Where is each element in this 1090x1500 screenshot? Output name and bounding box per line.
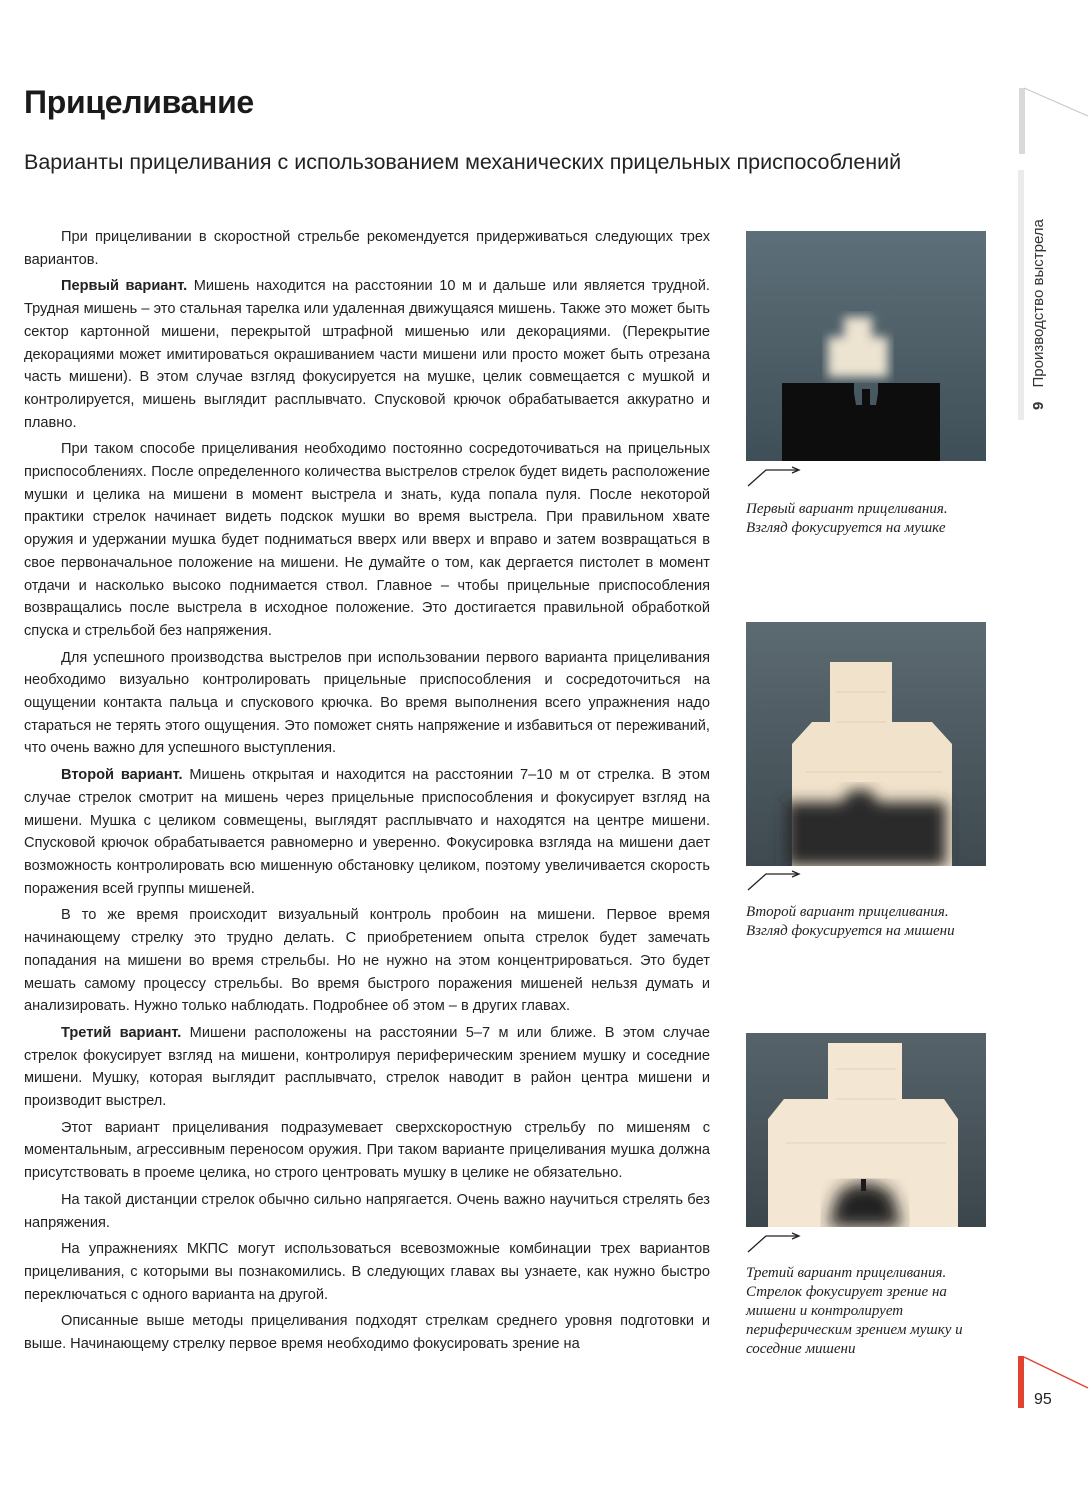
paragraph: Для успешного производства выстрелов при использовании первого варианта прицеливания необходимо визуально контролировать прицельные приспособления и сосредоточиться на ощущении контакта пальца и спускового крючка. Во время выполнения всего упражнения надо стараться не терять этого ощущения. Это поможет снять напряжение и избавиться от переживаний, что очень важно для успешного выступления. bbox=[24, 649, 710, 757]
paragraph: В то же время происходит визуальный контроль пробоин на мишени. Первое время начинающему стрелку это трудно делать. С приобретением опыта стрелок будет замечать попадания на мишени во время стрельбы. Но не нужно на этом концентрироваться. Это будет мешать самому процессу стрельбы. Во время быстрого поражения мишеней нельзя думать и анализировать. Нужно только наблюдать. Подробнее об этом – в других главах. bbox=[24, 907, 710, 1015]
bottom-corner-decoration bbox=[1016, 1354, 1090, 1410]
paragraph: При таком способе прицеливания необходимо постоянно сосредоточиваться на прицельных приспособлениях. После определенного количества выстрелов стрелок будет видеть расположение мушки и целика на мишени в момент выстрела и знать, куда попала пуля. После некоторой практики стрелок начинает видеть подскок мушки во время выстрела. При правильном хвате оружия и удержании мушка будет подниматься вверх или вверх и вправо и затем возвращаться в свое первоначальное положение на мишени. Не думайте о том, как дергается пистолет в момент отдачи и насколько высоко поднимается ствол. Главное – чтобы прицельные приспособления возвращались после выстрела в исходное положение. Это достигается правильной обработкой спуска и стрельбой без напряжения. bbox=[24, 441, 710, 639]
figure-caption-3: Третий вариант прицеливания. Стрелок фокусирует зрение на мишени и контролирует периферическим зрением мушку и соседние мишени bbox=[746, 1265, 963, 1357]
paragraph-lead: Третий вариант. bbox=[61, 1024, 182, 1041]
paragraph bbox=[24, 764, 710, 900]
figure-caption-1: Первый вариант прицеливания. Взгляд фокусируется на мушке bbox=[746, 501, 948, 536]
paragraph-text: Мишень находится на расстоянии 10 м и дальше или является трудной. Трудная мишень – это стальная тарелка или удаленная движущаяся мишень. Также это может быть сектор картонной мишени, перекрытой штрафной мишенью или декорациями. (Перекрытие декорациями может имитироваться окрашиванием части мишени или просто может быть отрезана часть мишени). В этом случае взгляд фокусируется на мушке, целик совмещается с мушкой и контролируется, мишень выглядит расплывчато. Спусковой крючок обрабатывается аккуратно и плавно. bbox=[24, 278, 710, 431]
paragraph: Описанные выше методы прицеливания подходят стрелкам среднего уровня подготовки и выше. Начинающему стрелку первое время необходимо фокусировать зрение на bbox=[24, 1313, 710, 1353]
caption-arrow-icon bbox=[746, 870, 802, 892]
chapter-number: 9 bbox=[1030, 401, 1047, 410]
page-number: 95 bbox=[1034, 1391, 1052, 1408]
paragraph: При прицеливании в скоростной стрельбе рекомендуется придерживаться следующих трех вариантов. bbox=[24, 229, 710, 268]
paragraph: На упражнениях МКПС могут использоваться всевозможные комбинации трех вариантов прицеливания, с которыми вы познакомились. В следующих главах вы узнаете, как нужно быстро переключаться с одного варианта на другой. bbox=[24, 1241, 710, 1303]
paragraph-text: Мишень открытая и находится на расстоянии 7–10 м от стрелка. В этом случае стрелок смотрит на мишень через прицельные приспособления и фокусирует взгляд на мишени. Мушка с целиком совмещены, выглядят расплывчато и находятся на центре мишени. Спусковой крючок обрабатывается равномерно и уверенно. Фокусировка взгляда на мишени дает возможность контролировать всю мишенную обстановку целиком, поэтому увеличивается скорость поражения всей группы мишеней. bbox=[24, 767, 711, 897]
figure-photo-1 bbox=[746, 231, 986, 461]
paragraph bbox=[24, 1022, 710, 1113]
paragraph-lead: Первый вариант. bbox=[61, 278, 188, 295]
body-text bbox=[24, 226, 710, 1360]
chapter-tab bbox=[1030, 219, 1047, 410]
paragraph bbox=[24, 275, 710, 434]
figure-photo-3 bbox=[746, 1033, 986, 1227]
paragraph: На такой дистанции стрелок обычно сильно напрягается. Очень важно научиться стрелять без напряжения. bbox=[24, 1191, 710, 1231]
page-subtitle: Варианты прицеливания с использованием механических прицельных приспособлений bbox=[24, 150, 902, 174]
caption-arrow-icon bbox=[746, 466, 802, 488]
top-corner-decoration bbox=[1018, 86, 1090, 156]
chapter-title: Производство выстрела bbox=[1030, 219, 1047, 388]
figure-photo-2 bbox=[746, 622, 986, 866]
paragraph-lead: Второй вариант. bbox=[61, 767, 183, 784]
page-title: Прицеливание bbox=[24, 84, 254, 120]
figure-caption-2: Второй вариант прицеливания. Взгляд фокусируется на мишени bbox=[746, 904, 955, 939]
paragraph-text: Мишени расположены на расстоянии 5–7 м или ближе. В этом случае стрелок фокусирует взгляд на мишени, контролируя периферическим зрением мушку и соседние мишени. Мушку, которая выглядит расплывчато, стрелок наводит в район центра мишени и производит выстрел. bbox=[24, 1024, 710, 1110]
paragraph: Этот вариант прицеливания подразумевает сверхскоростную стрельбу по мишеням с моментальным, агрессивным переносом оружия. При таком варианте прицеливания мушка должна присутствовать в проеме целика, но строго центровать мушку в целике не обязательно. bbox=[24, 1119, 710, 1182]
caption-arrow-icon bbox=[746, 1232, 802, 1254]
